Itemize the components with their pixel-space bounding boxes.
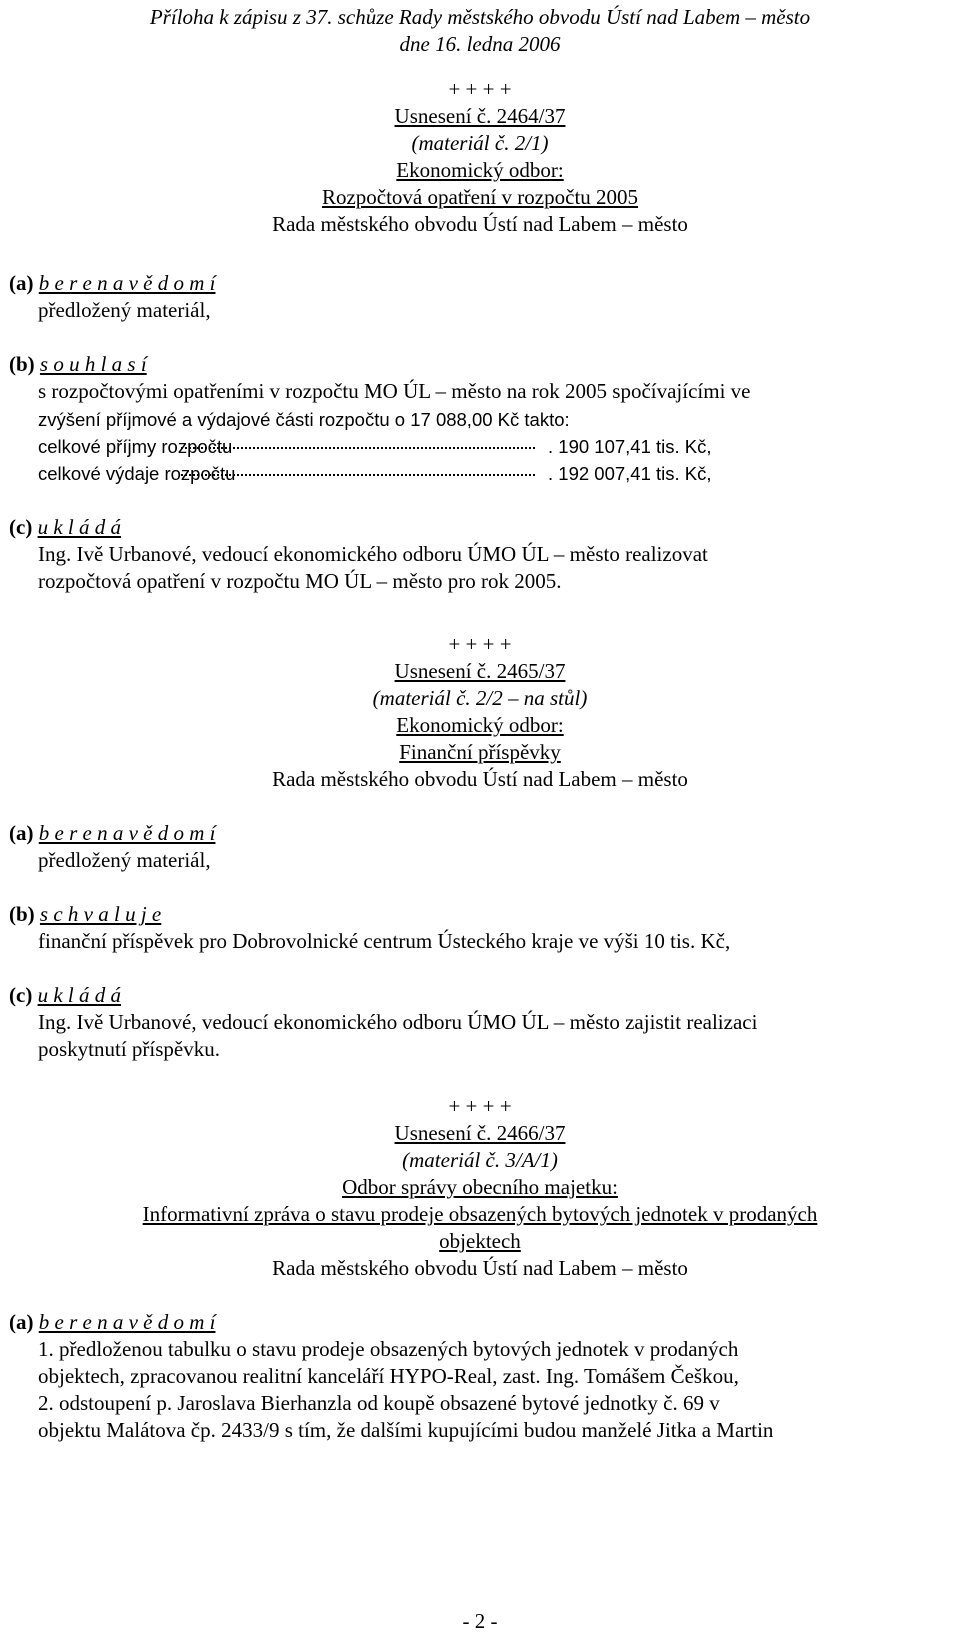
resolution-number: Usnesení č. 2464/37 bbox=[394, 104, 566, 128]
point-verb: b e r e n a v ě d o m í bbox=[38, 271, 216, 295]
header-line-1: Příloha k zápisu z 37. schůze Rady městského obvodu Ústí nad Labem – město bbox=[149, 5, 811, 29]
resolution-topic: Finanční příspěvky bbox=[399, 740, 561, 764]
material-ref: (materiál č. 2/2 – na stůl) bbox=[372, 686, 588, 710]
point-c-text-2: rozpočtová opatření v rozpočtu MO ÚL – město pro rok 2005. bbox=[38, 569, 562, 593]
income-row bbox=[38, 433, 888, 460]
point-a-text-4: objektu Malátova čp. 2433/9 s tím, že dalšími kupujícími budou manželé Jitka a Martin bbox=[38, 1418, 774, 1442]
point-a-text-2: objektech, zpracovanou realitní kanceláří HYPO-Real, zast. Ing. Tomášem Češkou, bbox=[38, 1364, 739, 1388]
resolution-topic-line-2: objektech bbox=[439, 1229, 521, 1253]
resolution-number: Usnesení č. 2466/37 bbox=[394, 1121, 566, 1145]
point-c bbox=[9, 514, 121, 541]
point-a bbox=[9, 820, 215, 847]
point-a bbox=[9, 1309, 215, 1336]
point-b-text-2: zvýšení příjmové a výdajové části rozpočtu o 17 088,00 Kč takto: bbox=[38, 409, 570, 430]
point-c bbox=[9, 982, 121, 1009]
point-a bbox=[9, 270, 215, 297]
point-verb: s o u h l a s í bbox=[39, 352, 147, 376]
page-number: - 2 - bbox=[462, 1609, 498, 1633]
point-verb: b e r e n a v ě d o m í bbox=[38, 1310, 216, 1334]
point-a-text-3: 2. odstoupení p. Jaroslava Bierhanzla od koupě obsazené bytové jednotky č. 69 v bbox=[38, 1391, 720, 1415]
point-c-text-1: Ing. Ivě Urbanové, vedoucí ekonomického odboru ÚMO ÚL – město zajistit realizaci bbox=[38, 1010, 758, 1034]
expense-row bbox=[38, 460, 888, 487]
expense-label: celkové výdaje rozpočtu bbox=[38, 463, 236, 484]
point-b-text-1: s rozpočtovými opatřeními v rozpočtu MO ÚL – město na rok 2005 spočívajícími ve bbox=[38, 379, 751, 403]
resolution-topic: Rozpočtová opatření v rozpočtu 2005 bbox=[321, 185, 639, 209]
separator-plus: + + + + bbox=[448, 1094, 512, 1118]
point-label: (a) bbox=[9, 1310, 34, 1334]
separator-plus: + + + + bbox=[448, 77, 512, 101]
council-name: Rada městského obvodu Ústí nad Labem – město bbox=[272, 1256, 688, 1280]
point-b bbox=[9, 351, 147, 378]
point-a-text: předložený materiál, bbox=[38, 298, 211, 322]
expense-value: . 192 007,41 tis. Kč, bbox=[548, 463, 712, 484]
point-c-text-2: poskytnutí příspěvku. bbox=[38, 1037, 220, 1061]
council-name: Rada městského obvodu Ústí nad Labem – město bbox=[272, 767, 688, 791]
resolution-number: Usnesení č. 2465/37 bbox=[394, 659, 566, 683]
council-name: Rada městského obvodu Ústí nad Labem – město bbox=[272, 212, 688, 236]
material-ref: (materiál č. 2/1) bbox=[411, 131, 549, 155]
point-label: (b) bbox=[9, 902, 35, 926]
point-verb: u k l á d á bbox=[37, 515, 121, 539]
department: Ekonomický odbor: bbox=[396, 158, 564, 182]
point-c-text-1: Ing. Ivě Urbanové, vedoucí ekonomického odboru ÚMO ÚL – město realizovat bbox=[38, 542, 708, 566]
point-a-text: předložený materiál, bbox=[38, 848, 211, 872]
point-label: (b) bbox=[9, 352, 35, 376]
point-label: (c) bbox=[9, 515, 33, 539]
point-verb: s c h v a l u j e bbox=[39, 902, 162, 926]
point-label: (c) bbox=[9, 983, 33, 1007]
separator-plus: + + + + bbox=[448, 632, 512, 656]
resolution-topic-line-1: Informativní zpráva o stavu prodeje obsazených bytových jednotek v prodaných bbox=[142, 1202, 818, 1226]
point-a-text-1: 1. předloženou tabulku o stavu prodeje obsazených bytových jednotek v prodaných bbox=[38, 1337, 739, 1361]
leader-dots bbox=[181, 447, 535, 449]
material-ref: (materiál č. 3/A/1) bbox=[402, 1148, 558, 1172]
point-label: (a) bbox=[9, 271, 34, 295]
point-label: (a) bbox=[9, 821, 34, 845]
income-label: celkové příjmy rozpočtu bbox=[38, 436, 233, 457]
income-value: . 190 107,41 tis. Kč, bbox=[548, 436, 712, 457]
header-line-2: dne 16. ledna 2006 bbox=[399, 32, 561, 56]
point-b-text: finanční příspěvek pro Dobrovolnické centrum Ústeckého kraje ve výši 10 tis. Kč, bbox=[38, 929, 731, 953]
point-b bbox=[9, 901, 161, 928]
department: Odbor správy obecního majetku: bbox=[342, 1175, 618, 1199]
point-verb: b e r e n a v ě d o m í bbox=[38, 821, 216, 845]
leader-dots bbox=[181, 474, 535, 476]
department: Ekonomický odbor: bbox=[396, 713, 564, 737]
point-verb: u k l á d á bbox=[37, 983, 121, 1007]
